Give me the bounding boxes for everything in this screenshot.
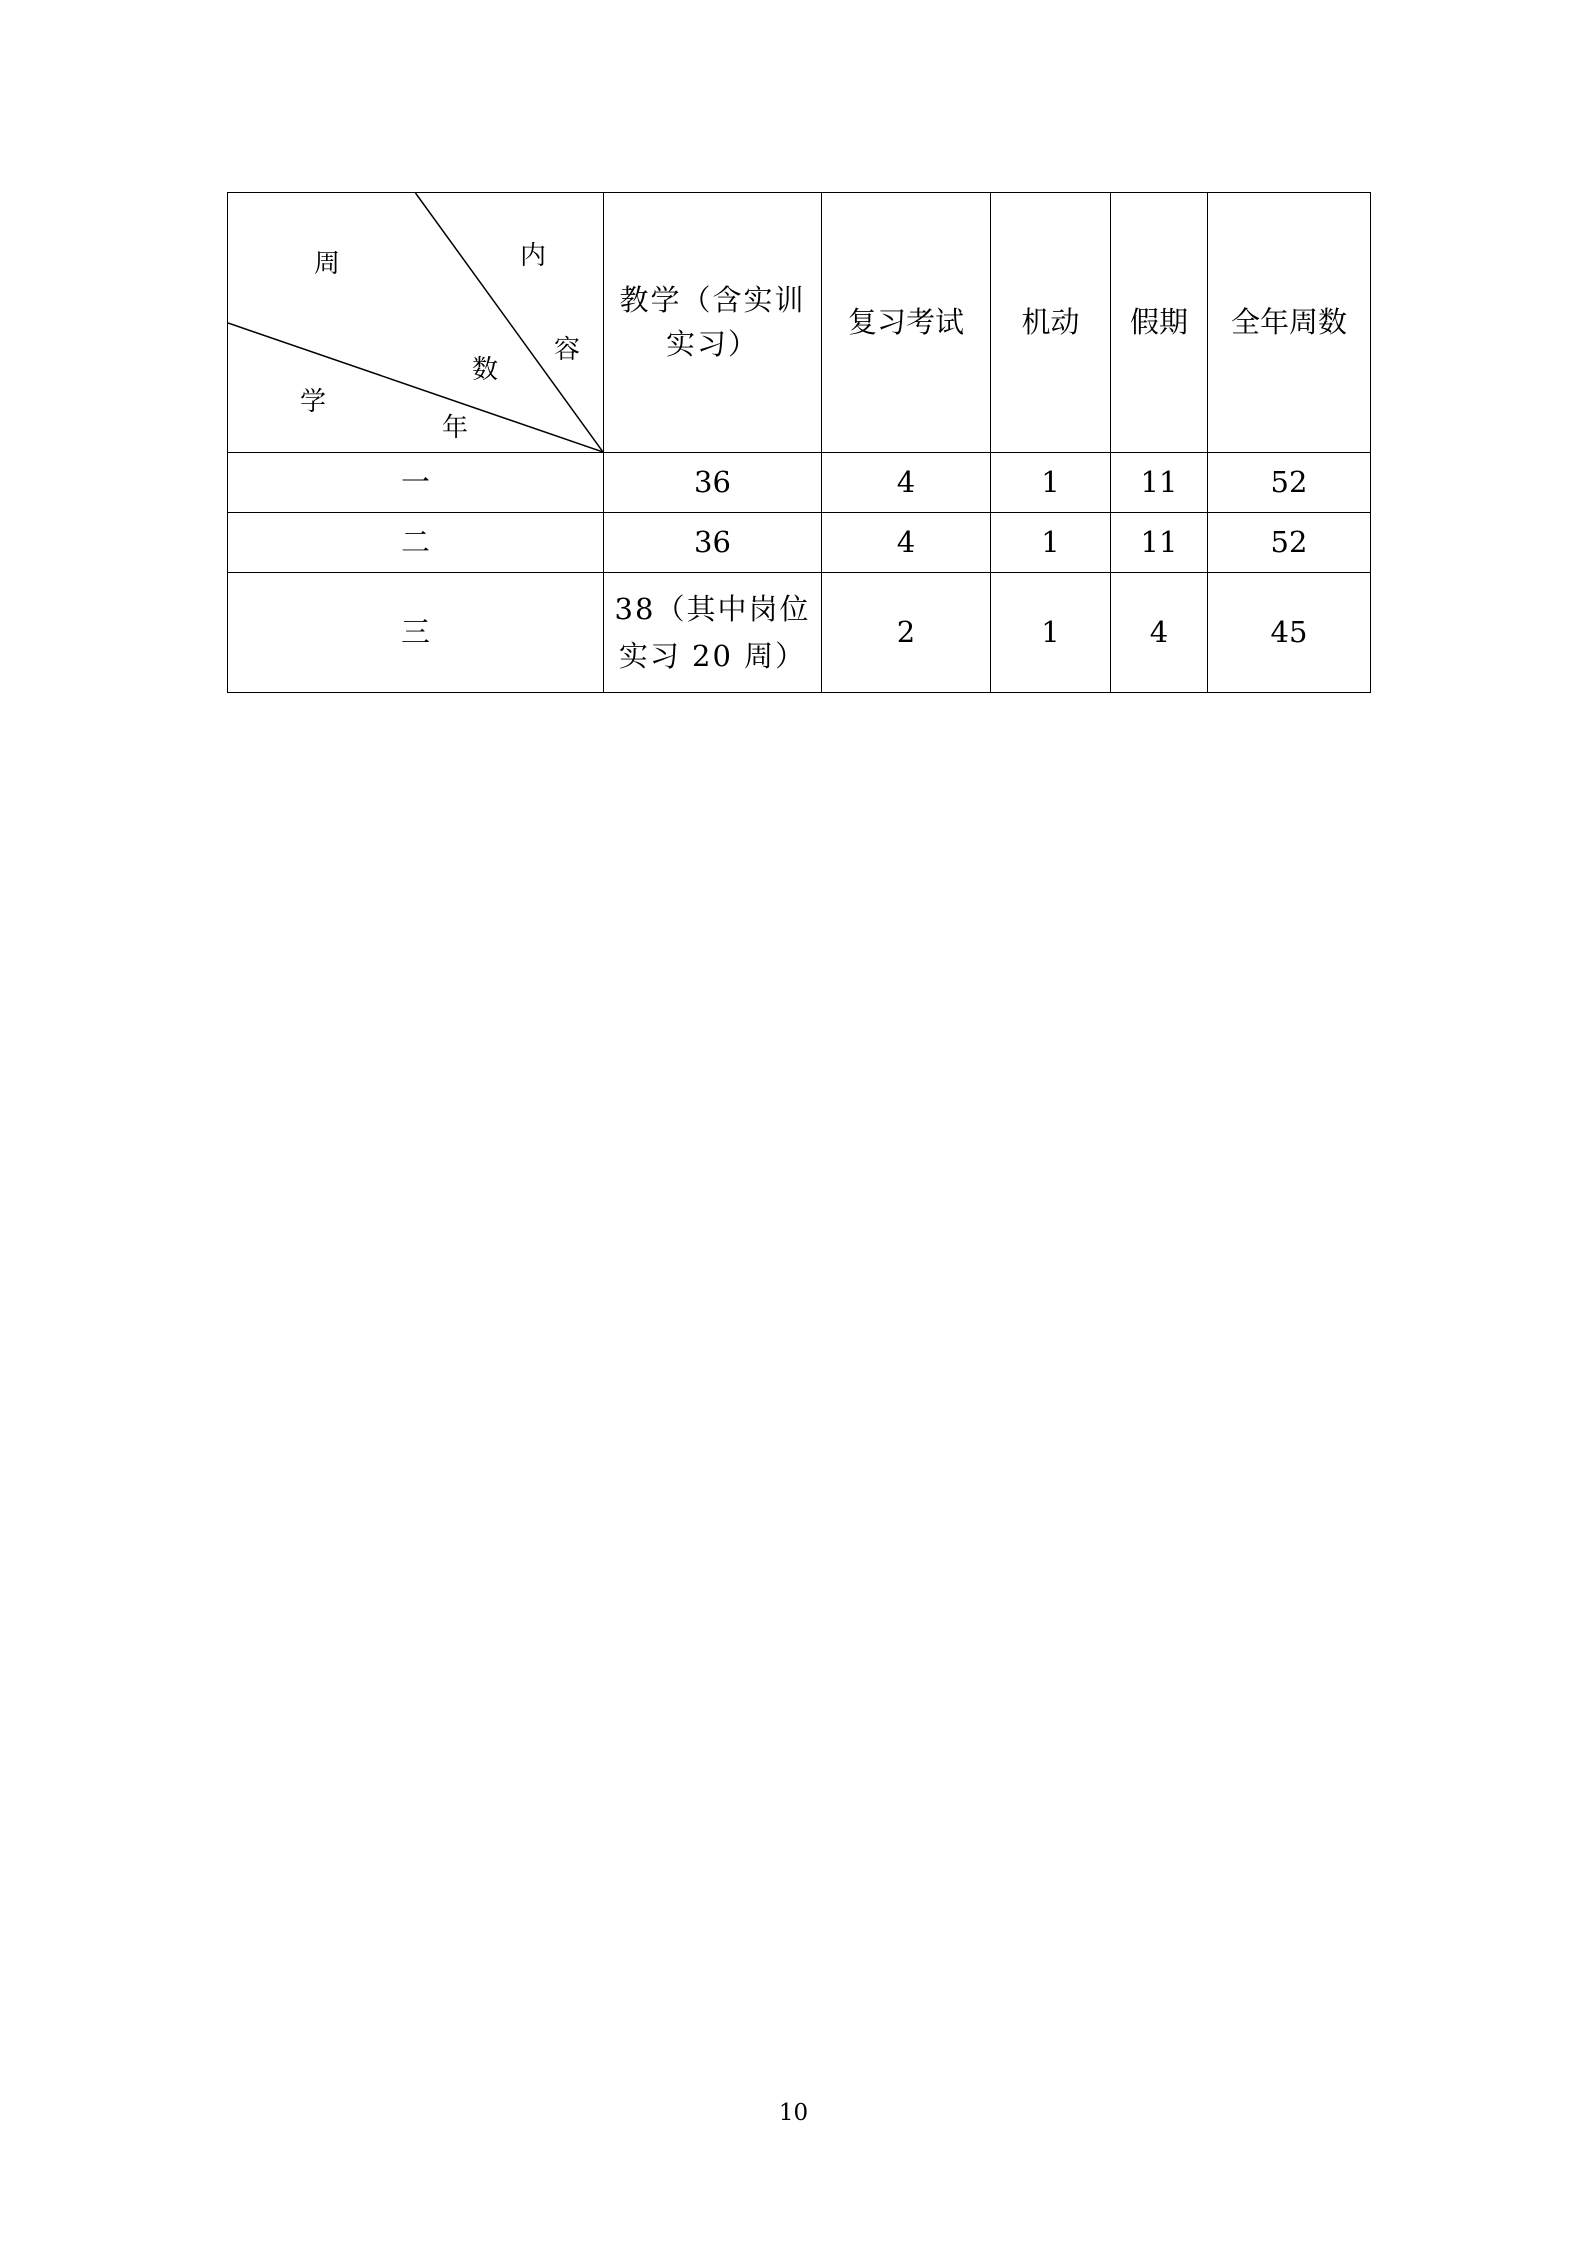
total-weeks-cell: 52 [1208, 513, 1371, 573]
flexible-cell: 1 [991, 573, 1111, 693]
holiday-cell: 4 [1111, 573, 1208, 693]
total-weeks-cell: 45 [1208, 573, 1371, 693]
week-allocation-table [227, 192, 1371, 693]
column-header-flexible: 机动 [991, 193, 1111, 453]
review-exam-cell: 2 [822, 573, 991, 693]
diagonal-header-cell [228, 193, 604, 453]
review-exam-cell: 4 [822, 453, 991, 513]
holiday-cell: 11 [1111, 513, 1208, 573]
diagonal-label-nei: 内 [520, 241, 547, 271]
teaching-cell: 38（其中岗位实习 20 周） [604, 573, 822, 693]
table-row [228, 513, 1371, 573]
holiday-cell: 11 [1111, 453, 1208, 513]
teaching-cell: 36 [604, 453, 822, 513]
column-header-review-exam: 复习考试 [822, 193, 991, 453]
year-cell: 二 [228, 513, 604, 573]
year-cell: 一 [228, 453, 604, 513]
column-header-teaching: 教学（含实训实习） [604, 193, 822, 453]
column-header-total-weeks: 全年周数 [1208, 193, 1371, 453]
diagonal-label-shu: 数 [472, 355, 499, 385]
flexible-cell: 1 [991, 513, 1111, 573]
diagonal-label-nian: 年 [442, 413, 469, 443]
year-cell: 三 [228, 573, 604, 693]
table-header-row [228, 193, 1371, 453]
column-header-holiday: 假期 [1111, 193, 1208, 453]
page-number: 10 [778, 2100, 809, 2126]
table-row [228, 573, 1371, 693]
diagonal-label-xue: 学 [300, 387, 327, 417]
total-weeks-cell: 52 [1208, 453, 1371, 513]
table-row [228, 453, 1371, 513]
diagonal-label-zhou: 周 [314, 249, 341, 279]
diagonal-label-rong: 容 [554, 335, 581, 365]
review-exam-cell: 4 [822, 513, 991, 573]
flexible-cell: 1 [991, 453, 1111, 513]
diagonal-lines [228, 193, 603, 452]
teaching-cell: 36 [604, 513, 822, 573]
